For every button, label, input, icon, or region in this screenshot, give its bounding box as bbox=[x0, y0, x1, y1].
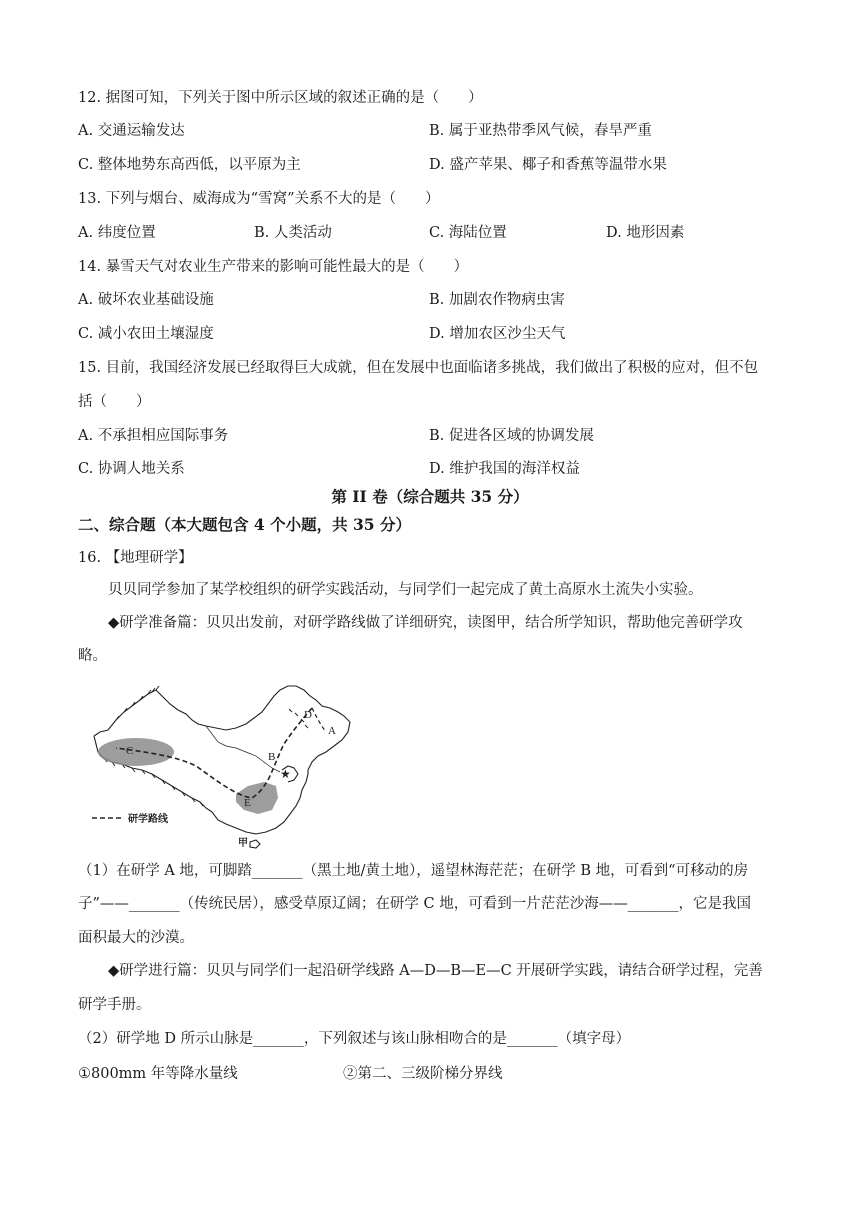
q14-option-b: B. 加剧农作物病虫害 bbox=[429, 292, 565, 308]
q15-option-a: A. 不承担相应国际事务 bbox=[78, 428, 229, 444]
study-route bbox=[116, 708, 312, 798]
map-label-d: D bbox=[304, 709, 312, 721]
q13-option-c: C. 海陆位置 bbox=[429, 225, 507, 241]
q13-option-b: B. 人类活动 bbox=[254, 225, 332, 241]
q14-stem: 14. 暴雪天气对农业生产带来的影响可能性最大的是（ ） bbox=[78, 259, 469, 275]
q14-option-c: C. 减小农田土壤湿度 bbox=[78, 326, 214, 342]
q16-option-1: ①800mm 年等降水量线 bbox=[78, 1066, 238, 1082]
q16-header: 16. 【地理研学】 bbox=[78, 550, 193, 566]
map-label-e: E bbox=[244, 797, 251, 809]
q16-prep-line1: ◆研学准备篇：贝贝出发前，对研学路线做了详细研究，读图甲，结合所学知识，帮助他完善研学攻 bbox=[108, 615, 743, 631]
q15-option-c: C. 协调人地关系 bbox=[78, 461, 185, 477]
q14-option-a: A. 破坏农业基础设施 bbox=[78, 292, 214, 308]
q14-option-d: D. 增加农区沙尘天气 bbox=[429, 326, 566, 342]
q16-option-2: ②第二、三级阶梯分界线 bbox=[343, 1066, 503, 1082]
part2-title: 第 II 卷（综合题共 35 分） bbox=[331, 487, 529, 506]
section-heading: 二、综合题（本大题包含 4 个小题，共 35 分） bbox=[78, 515, 411, 534]
route-map bbox=[86, 682, 358, 850]
q15-stem-line1: 15. 目前，我国经济发展已经取得巨大成就，但在发展中也面临诸多挑战，我们做出了积极的应对，但不包 bbox=[78, 360, 759, 376]
q12-stem: 12. 据图可知，下列关于图中所示区域的叙述正确的是（ ） bbox=[78, 90, 483, 106]
q15-option-d: D. 维护我国的海洋权益 bbox=[429, 461, 580, 477]
map-label-c: C bbox=[126, 745, 134, 757]
route-branch bbox=[312, 708, 326, 732]
legend-route-label: 研学路线 bbox=[128, 814, 168, 825]
q16-trip-line2: 研学手册。 bbox=[78, 997, 151, 1013]
q16-p2: （2）研学地 D 所示山脉是_______，下列叙述与该山脉相吻合的是_______（填字母） bbox=[78, 1031, 631, 1047]
taklimakan-shaded-area bbox=[98, 738, 174, 766]
q13-option-d: D. 地形因素 bbox=[606, 225, 685, 241]
q16-prep-line2: 略。 bbox=[78, 648, 107, 664]
q15-option-b: B. 促进各区域的协调发展 bbox=[429, 428, 594, 444]
q12-option-b: B. 属于亚热带季风气候，春旱严重 bbox=[429, 123, 652, 139]
q16-trip-line1: ◆研学进行篇：贝贝与同学们一起沿研学线路 A—D—B—E—C 开展研学实践，请结合研学过程，完善 bbox=[108, 963, 763, 979]
map-caption: 甲 bbox=[238, 838, 248, 849]
q16-p1-line3: 面积最大的沙漠。 bbox=[78, 930, 194, 946]
loess-plateau-shaded-area bbox=[236, 782, 278, 814]
q16-p1-line1: （1）在研学 A 地，可脚踏_______（黑土地/黄土地），遥望林海茫茫；在研学 B 地，可看到“可移动的房 bbox=[78, 863, 749, 879]
q12-option-a: A. 交通运输发达 bbox=[78, 123, 185, 139]
q15-stem-line2: 括（ ） bbox=[78, 394, 151, 410]
q13-option-a: A. 纬度位置 bbox=[78, 225, 156, 241]
q12-option-d: D. 盛产苹果、椰子和香蕉等温带水果 bbox=[429, 157, 667, 173]
map-label-a: A bbox=[328, 725, 336, 737]
capital-star-icon: ★ bbox=[280, 767, 291, 781]
map-label-b: B bbox=[268, 751, 276, 763]
q12-option-c: C. 整体地势东高西低，以平原为主 bbox=[78, 157, 301, 173]
q13-stem: 13. 下列与烟台、威海成为“雪窝”关系不大的是（ ） bbox=[78, 191, 440, 207]
q16-intro: 贝贝同学参加了某学校组织的研学实践活动，与同学们一起完成了黄土高原水土流失小实验。 bbox=[108, 582, 703, 598]
q16-p1-line2: 子”——_______（传统民居），感受草原辽阔；在研学 C 地，可看到一片茫茫沙海——_______，它是我国 bbox=[78, 896, 751, 912]
